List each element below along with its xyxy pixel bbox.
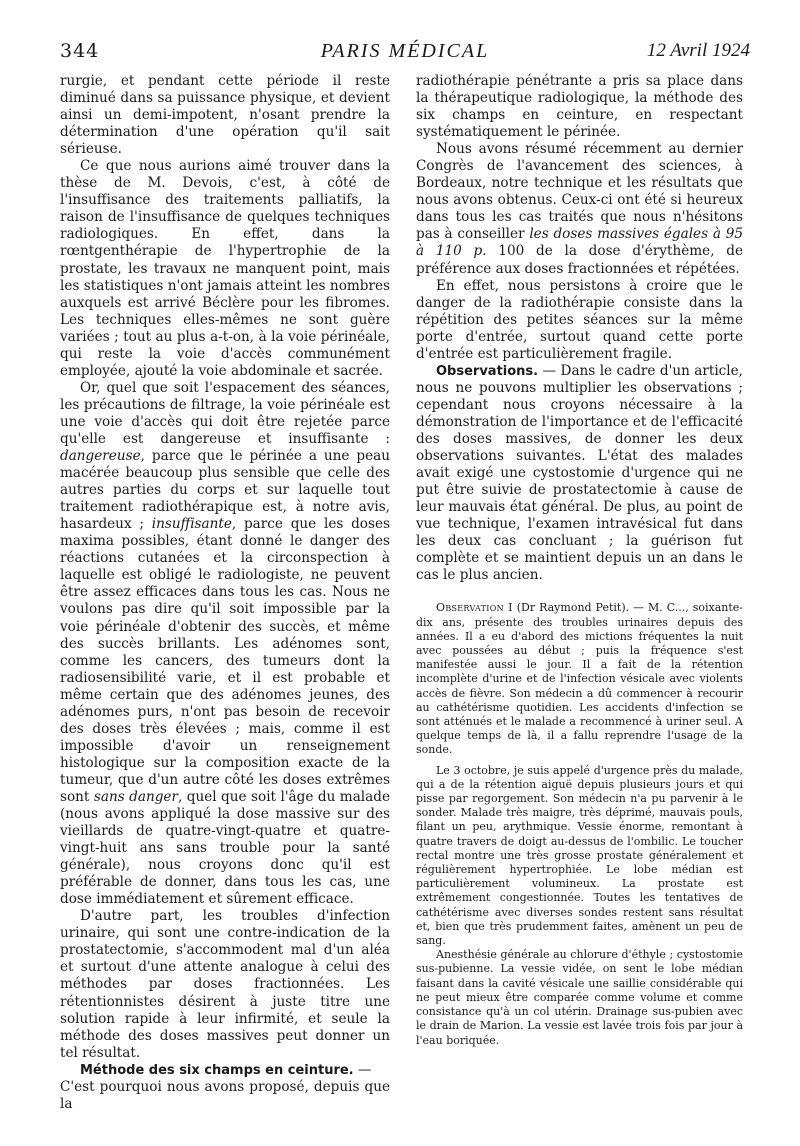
- issue-date: 12 Avril 1924: [646, 40, 750, 61]
- observation-case-report: [416, 601, 743, 1047]
- paragraph-urinary-infection: D'autre part, les troubles d'infection urinaire, qui sont une contre-indication de la prostatectomie, s'accommodent mal d'un aléa et surtout d'une attente analogue à celui des méthodes par doses fractionnées. Les rétentionnistes désirent à juste titre une solution rapide à leur infirmité, et seule la méthode des doses massives peut donner un tel résultat.: [60, 908, 390, 1061]
- emphasis-sans-danger: sans danger: [93, 788, 178, 805]
- paragraph-penetrating-radiotherapy: radiothérapie pénétrante a pris sa place dans la thérapeutique radiologique, la méthode des six champs en ceinture, en respectant systématiquement le périnée.: [416, 73, 743, 141]
- page-number: 344: [60, 40, 100, 62]
- observation-one-cystostomy: Anesthésie générale au chlorure d'éthyle ; cystostomie sus-pubienne. La vessie vidée, on sent le lobe médian faisant dans la cavité vésicale une saillie considérable qui ne peut mieux être comparée comme volume et comme consistance qu'à un col utérin. Drainage sus-pubien avec le drain de Marion. La vessie est lavée trois fois par jour à l'eau boriquée.: [416, 948, 743, 1047]
- right-column: [416, 73, 743, 1048]
- paragraph-continuation: rurgie, et pendant cette période il reste diminué dans sa puissance physique, et devient ainsi un demi-impotent, n'osant prendre la détermination d'une opération qu'il sait sérieuse.: [60, 73, 390, 158]
- left-column: [60, 73, 390, 1113]
- paragraph-danger-repetition: En effet, nous persistons à croire que le danger de la radiothérapie consiste dans la répétition des petites séances sur la même porte d'entrée, surtout quand cette porte d'entrée est particulièrement fragile.: [416, 277, 743, 362]
- emphasis-dangereuse: dangereuse: [60, 448, 141, 465]
- paragraph-observations: Observations. — Dans le cadre d'un article, nous ne pouvons multiplier les observations ; cependant nous croyons nécessaire à la démonstration de l'importance et de l'efficacité des doses massives, de donner les deux observations suivantes. L'état des malades avait exigé une cystostomie d'urgence qui ne put être suivie de prostatectomie à cause de leur mauvais état général. De plus, au point de vue technique, l'examen intravésical fut dans les deux cas concluant ; la guérison fut complète et se maintient depuis un an dans le cas le plus ancien.: [416, 362, 743, 584]
- paragraph-six-fields-start: C'est pourquoi nous avons proposé, depuis que la: [60, 1078, 390, 1112]
- observation-one-urgent-call: Le 3 octobre, je suis appelé d'urgence près du malade, qui a de la rétention aiguë depuis plusieurs jours et qui pisse par regorgement. Son médecin n'a pu parvenir à le sonder. Malade très maigre, très déprimé, mauvais pouls, filant un peu, arythmique. Vessie énorme, remontant à quatre travers de doigt au-dessus de l'ombilic. Le toucher rectal montre une très grosse prostate généralement et régulièrement hypertrophiée. Le lobe médian est particulièrement volumineux. La prostate est extrêmement congestionnée. Toutes les tentatives de cathétérisme avec diverses sondes restent sans résultat et, bien que très prudemment faites, amènent un peu de sang.: [416, 763, 743, 948]
- section-heading-observations: Observations.: [436, 363, 539, 379]
- journal-title: PARIS MÉDICAL: [320, 40, 490, 62]
- paragraph-bordeaux-congress: Nous avons résumé récemment au dernier Congrès de l'avancement des sciences, à Bordeaux, notre technique et les résultats que nous avons obtenus. Ceux-ci ont été si heureux dans tous les cas traités que nous n'hésitons pas à conseiller les doses massives égales à 95 à 110 p. 100 de la dose d'érythème, de préférence aux doses fractionnées et répétées.: [416, 141, 743, 277]
- emphasis-massive-doses: les doses massives égales à 95 à 110 p.: [416, 226, 743, 260]
- observation-label: Observation I: [436, 601, 513, 615]
- observation-one: Observation I (Dr Raymond Petit). — M. C..., soixante-dix ans, présente des troubles urinaires depuis des années. Il a eu d'abord des mictions fréquentes la nuit avec poussées au début ; puis la fréquence s'est manifestée aussi le jour. Il a fait de la rétention incomplète d'urine et de l'infection vésicale avec violents accès de fièvre. Son médecin a dû commencer à recourir au cathétérisme quotidien. Les accidents d'infection se sont atténués et le malade a recommencé à uriner seul. A quelque temps de là, il a fallu reprendre l'usage de la sonde.: [416, 601, 744, 757]
- section-six-fields: Méthode des six champs en ceinture. —: [80, 1061, 372, 1078]
- paragraph-perineal-route: Or, quel que soit l'espacement des séances, les précautions de filtrage, la voie périnéale est une voie d'accès qui doit être rejetée parce qu'elle est dangereuse et insuffisante : dangereuse, parce que le périnée a une peau macérée beaucoup plus sensible que celle des autres parties du corps et sur laquelle tout traitement radiothérapique est, à notre avis, hasardeux ; insuffisante, parce que les doses maxima possibles, étant donné le danger des réactions cutanées et la circonspection à laquelle est obligé le radiologiste, ne peuvent être assez efficaces dans tous les cas. Nous ne voulons pas dire qu'il soit impossible par la voie périnéale d'obtenir des succès, et même des succès brillants. Les adénomes sont, comme les cancers, des tumeurs dont la radiosensibilité varie, et il est probable et même certain que des adénomes jeunes, des adénomes purs, n'ont pas besoin de recevoir des doses très élevées ; mais, comme il est impossible d'avoir un renseignement histologique sur la composition exacte de la tumeur, que d'un autre côté les doses extrêmes sont sans danger, quel que soit l'âge du malade (nous avons appliqué la dose massive sur des vieillards de quatre-vingt-quatre et quatre-vingt-huit ans sans trouble pour la santé générale), nous croyons donc qu'il est préférable de donner, dans tous les cas, une dose immédiatement et sûrement efficace.: [60, 379, 390, 908]
- paragraph-devois-thesis: Ce que nous aurions aimé trouver dans la thèse de M. Devois, c'est, à côté de l'insuffisance des traitements palliatifs, la raison de l'insuffisance de quelques techniques radiologiques. En effet, dans la rœntgenthérapie de l'hypertrophie de la prostate, les travaux ne manquent point, mais les statistiques n'ont jamais atteint les nombres auxquels est arrivé Béclère pour les fibromes. Les techniques elles-mêmes ne sont guère variées ; tout au plus a-t-on, à la voie périnéale, qui reste la voie d'accès communément employée, ajouté la voie abdominale et sacrée.: [60, 158, 390, 379]
- section-heading-six-fields: Méthode des six champs en ceinture.: [80, 1062, 354, 1078]
- running-header: [60, 40, 750, 68]
- emphasis-insuffisante: insuffisante: [151, 516, 232, 533]
